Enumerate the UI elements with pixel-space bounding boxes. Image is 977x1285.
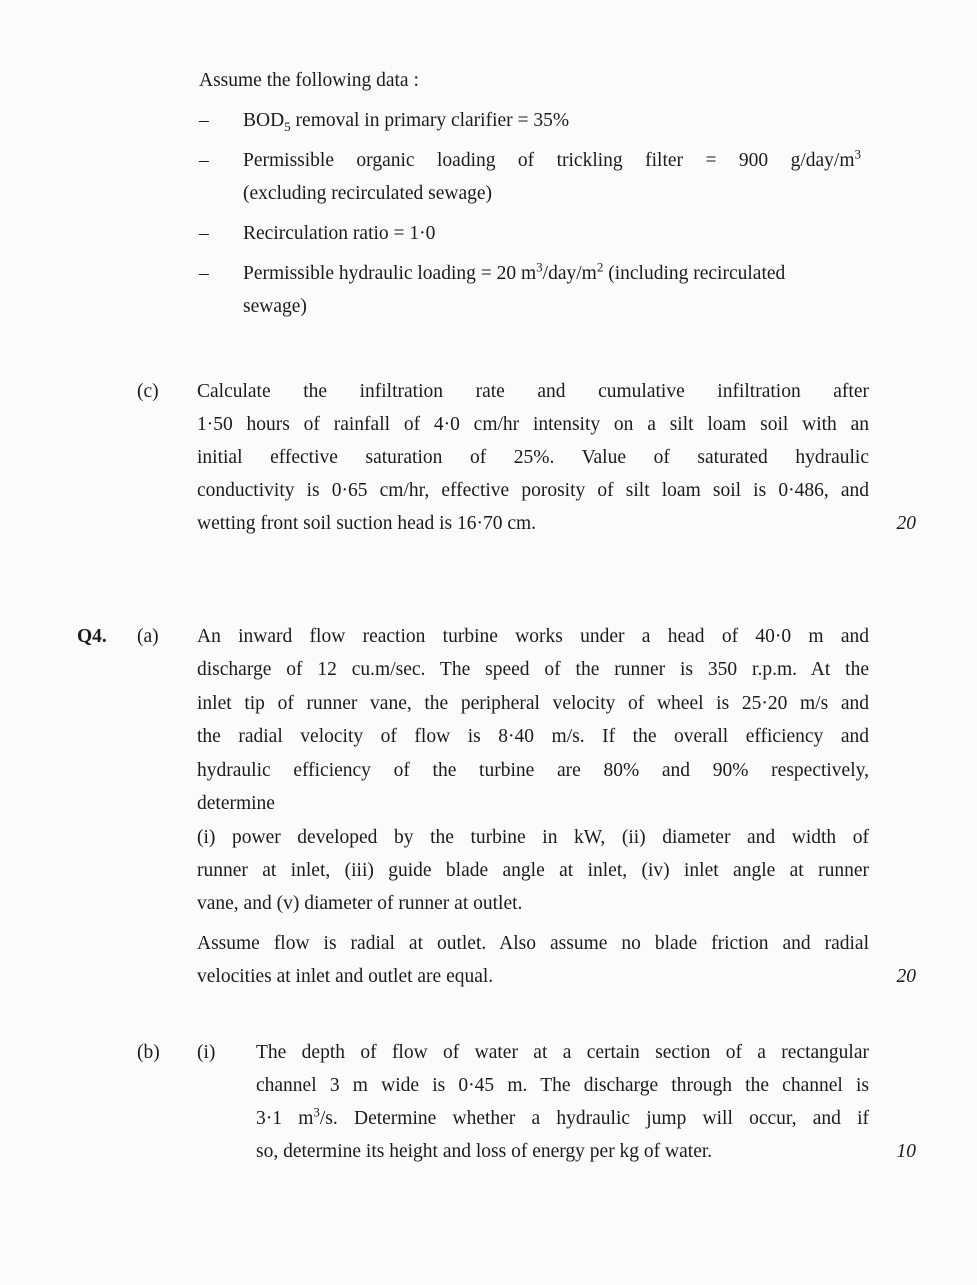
q4a-line-5: hydraulic efficiency of the turbine are 80% and 90% respectively, (197, 760, 869, 781)
q4a-marks: 20 (896, 966, 916, 987)
bullet-organic-loading-cont: (excluding recirculated sewage) (243, 183, 493, 204)
q4a-line-1: An inward flow reaction turbine works under a head of 40·0 m and (197, 626, 869, 647)
bullet-dash: – (199, 150, 209, 171)
q3c-line-3: initial effective saturation of 25%. Value of saturated hydraulic (197, 447, 869, 468)
part-a-label: (a) (137, 626, 159, 647)
q3c-line-4: conductivity is 0·65 cm/hr, effective porosity of silt loam soil is 0·486, and (197, 480, 869, 501)
assume-heading: Assume the following data : (199, 70, 419, 91)
q4b-line-1: The depth of flow of water at a certain section of a rectangular (256, 1042, 869, 1063)
bullet-dash: – (199, 263, 209, 284)
part-c-label: (c) (137, 381, 159, 402)
q4a-line-3: inlet tip of runner vane, the peripheral velocity of wheel is 25·20 m/s and (197, 693, 869, 714)
bullet-recirculation: Recirculation ratio = 1·0 (243, 223, 436, 244)
part-b-label: (b) (137, 1042, 160, 1063)
bullet-organic-loading: Permissible organic loading of trickling filter = 900 $g/day/m^3$ (243, 146, 861, 171)
q4b-line-4: so, determine its height and loss of energy per kg of water. (256, 1141, 713, 1162)
q4a-line-9: vane, and (v) diameter of runner at outlet. (197, 893, 523, 914)
bullet-dash: – (199, 223, 209, 244)
q3c-line-2: 1·50 hours of rainfall of 4·0 cm/hr intensity on a silt loam soil with an (197, 414, 869, 435)
q4a-line-4: the radial velocity of flow is 8·40 m/s. If the overall efficiency and (197, 726, 869, 747)
bullet-hydraulic-loading: Permissible hydraulic loading = 20 $m^3/day/m^2$ (including recirculated (243, 259, 786, 284)
subpart-i-label: (i) (197, 1042, 216, 1063)
q4b-line-2: channel 3 m wide is 0·45 m. The discharge through the channel is (256, 1075, 869, 1096)
q3c-line-1: Calculate the infiltration rate and cumulative infiltration after (197, 381, 869, 402)
bullet-dash: – (199, 110, 209, 131)
question-number: Q4. (77, 626, 107, 647)
q3c-line-5: wetting front soil suction head is 16·70 cm. (197, 513, 537, 534)
q3c-marks: 20 (896, 513, 916, 534)
q4b-line-3: 3·1 $m^3/s$. Determine whether a hydraulic jump will occur, and if (256, 1104, 869, 1129)
q4a-line-6: determine (197, 793, 275, 814)
q4a-line-8: runner at inlet, (iii) guide blade angle at inlet, (iv) inlet angle at runner (197, 860, 869, 881)
q4a-line-11: velocities at inlet and outlet are equal. (197, 966, 494, 987)
q4a-line-7: (i) power developed by the turbine in kW, (ii) diameter and width of (197, 827, 869, 848)
bullet-bod-removal: $BOD_5$ removal in primary clarifier = 35% (243, 110, 570, 134)
q4a-line-10: Assume flow is radial at outlet. Also assume no blade friction and radial (197, 933, 869, 954)
q4a-line-2: discharge of 12 cu.m/sec. The speed of the runner is 350 r.p.m. At the (197, 659, 869, 680)
q4b-marks: 10 (896, 1141, 916, 1162)
bullet-hydraulic-loading-cont: sewage) (243, 296, 307, 317)
